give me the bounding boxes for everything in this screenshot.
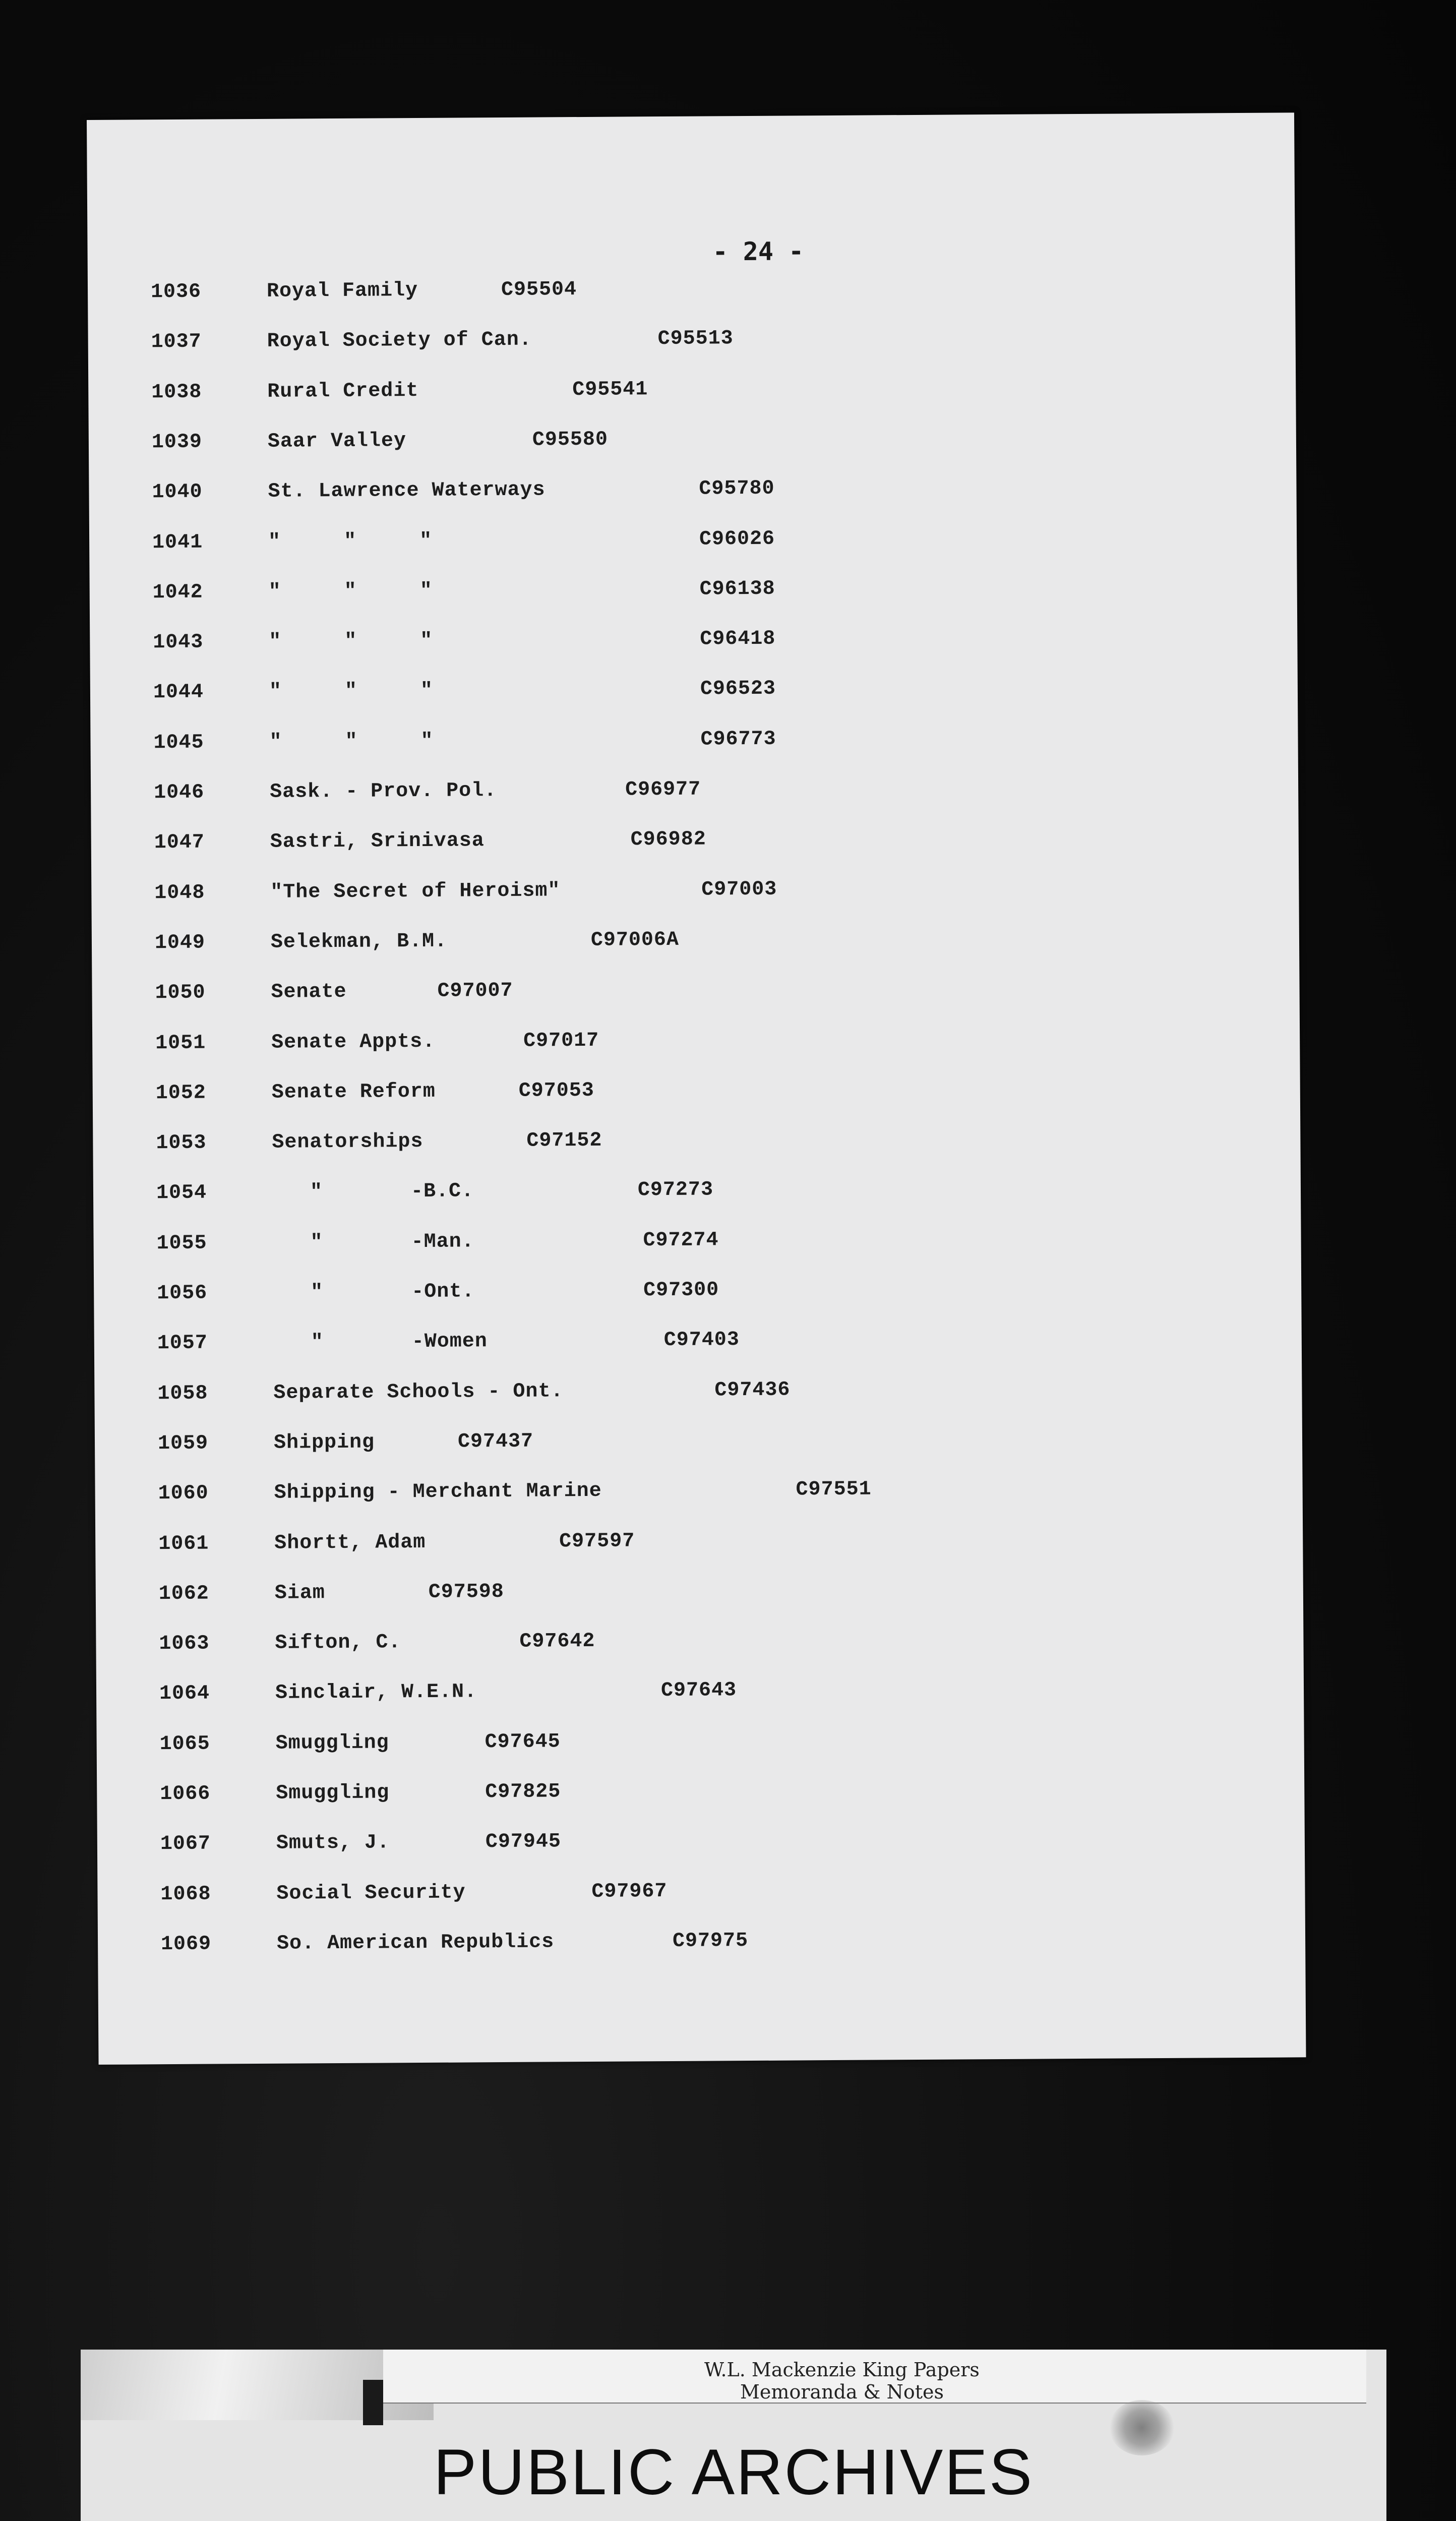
entry-number: 1059 xyxy=(157,1432,209,1456)
entry-subject: " " " xyxy=(269,730,434,754)
entry-row xyxy=(97,1779,803,1834)
entry-subject: Selekman, B.M. xyxy=(270,930,448,954)
entry-row xyxy=(90,628,796,683)
entry-number: 1048 xyxy=(154,881,205,905)
entry-number: 1057 xyxy=(157,1332,208,1355)
entry-subject: Social Security xyxy=(276,1881,466,1905)
entry-number: 1050 xyxy=(155,981,206,1005)
entry-number: 1041 xyxy=(152,531,203,554)
entry-subject: Separate Schools - Ont. xyxy=(273,1379,564,1405)
entry-subject: Sinclair, W.E.N. xyxy=(275,1680,477,1705)
entry-number: 1068 xyxy=(160,1883,211,1906)
entry-row xyxy=(90,728,797,783)
page-number: - 24 - xyxy=(712,236,804,267)
entry-reference: C95780 xyxy=(699,477,775,501)
document-page xyxy=(87,112,1306,2065)
entry-row xyxy=(94,1378,801,1433)
entry-reference: C97436 xyxy=(714,1378,791,1402)
entry-subject: Smuggling xyxy=(276,1781,390,1805)
entry-reference: C97437 xyxy=(457,1430,534,1454)
entry-row xyxy=(92,978,798,1033)
entry-number: 1043 xyxy=(153,631,204,654)
entry-reference: C97645 xyxy=(484,1730,561,1754)
entry-row xyxy=(88,327,795,382)
entry-number: 1040 xyxy=(152,481,203,504)
entry-row xyxy=(95,1529,802,1584)
entry-number: 1064 xyxy=(159,1682,210,1706)
entry-row xyxy=(90,577,796,632)
entry-subject: " " " xyxy=(268,579,433,604)
entry-row xyxy=(96,1629,802,1684)
entry-number: 1069 xyxy=(160,1933,212,1956)
entry-number: 1055 xyxy=(156,1232,207,1255)
entry-reference: C97007 xyxy=(437,980,513,1003)
entry-subject: Saar Valley xyxy=(267,430,407,453)
entry-row xyxy=(91,828,798,883)
entry-subject: Siam xyxy=(274,1581,326,1605)
entry-subject: St. Lawrence Waterways xyxy=(268,478,545,504)
entry-number: 1066 xyxy=(160,1782,211,1806)
entry-reference: C96138 xyxy=(699,577,775,601)
entry-reference: C97053 xyxy=(518,1079,594,1103)
entry-row xyxy=(93,1078,799,1133)
collection-line-2: Memoranda & Notes xyxy=(740,2381,944,2403)
entry-row xyxy=(97,1879,804,1934)
entry-number: 1058 xyxy=(157,1382,208,1405)
entry-number: 1044 xyxy=(153,681,204,704)
entry-subject: "The Secret of Heroism" xyxy=(270,879,561,904)
entry-number: 1046 xyxy=(154,781,205,805)
entry-row xyxy=(96,1579,802,1634)
entry-number: 1047 xyxy=(154,831,205,855)
entry-reference: C96026 xyxy=(699,527,775,551)
entry-row xyxy=(96,1679,803,1734)
entry-number: 1054 xyxy=(156,1181,207,1205)
entry-row xyxy=(94,1278,800,1333)
entry-reference: C97551 xyxy=(796,1478,872,1502)
entry-number: 1056 xyxy=(157,1282,208,1305)
entry-reference: C97017 xyxy=(523,1029,599,1053)
entry-reference: C97597 xyxy=(559,1529,635,1553)
entry-row xyxy=(94,1329,801,1384)
entry-number: 1062 xyxy=(158,1582,210,1605)
entry-subject: Shipping xyxy=(273,1431,375,1455)
entry-number: 1060 xyxy=(158,1482,209,1506)
entry-subject: Sastri, Srinivasa xyxy=(270,829,484,854)
entry-list xyxy=(87,112,1306,2065)
entry-row xyxy=(89,427,795,482)
entry-row xyxy=(91,777,797,832)
entry-subject: " " " xyxy=(269,629,433,653)
entry-reference: C95541 xyxy=(572,378,648,401)
entry-row xyxy=(89,527,796,582)
entry-row xyxy=(97,1729,803,1784)
entry-reference: C96982 xyxy=(630,828,706,852)
entry-row xyxy=(88,377,795,432)
entry-number: 1051 xyxy=(155,1032,206,1055)
entry-subject: Sifton, C. xyxy=(275,1631,401,1655)
entry-reference: C95504 xyxy=(501,278,577,302)
entry-number: 1063 xyxy=(159,1632,210,1656)
entry-reference: C97642 xyxy=(519,1630,595,1653)
clip-mark xyxy=(363,2380,383,2425)
entry-row xyxy=(93,1178,800,1233)
collection-name xyxy=(615,2359,1069,2403)
entry-row xyxy=(95,1428,801,1483)
entry-number: 1052 xyxy=(155,1082,206,1105)
entry-reference: C96418 xyxy=(700,627,776,651)
entry-reference: C95580 xyxy=(532,428,609,452)
entry-number: 1065 xyxy=(159,1732,210,1756)
entry-row xyxy=(93,1228,800,1283)
entry-row xyxy=(93,1128,799,1183)
entry-reference: C97152 xyxy=(526,1129,602,1153)
entry-subject: " -Women xyxy=(273,1330,488,1355)
entry-reference: C97825 xyxy=(485,1780,561,1804)
entry-subject: Senatorships xyxy=(272,1130,423,1154)
entry-row xyxy=(98,1929,804,1984)
entry-subject: " -Ont. xyxy=(273,1280,475,1304)
entry-subject: " -Man. xyxy=(272,1230,474,1254)
entry-reference: C97003 xyxy=(701,878,777,902)
entry-reference: C97273 xyxy=(637,1178,714,1202)
entry-subject: Smuts, J. xyxy=(276,1831,390,1855)
entry-subject: Senate Reform xyxy=(271,1080,436,1104)
entry-subject: Shipping - Merchant Marine xyxy=(274,1479,602,1505)
entry-subject: Royal Society of Can. xyxy=(267,328,532,353)
entry-reference: C97945 xyxy=(485,1830,562,1854)
entry-number: 1061 xyxy=(158,1532,209,1555)
entry-number: 1053 xyxy=(156,1131,207,1155)
entry-number: 1042 xyxy=(152,581,203,605)
entry-subject: Royal Family xyxy=(266,279,418,303)
entry-reference: C97975 xyxy=(672,1929,749,1953)
archive-title-en: PUBLIC ARCHIVES xyxy=(433,2436,1034,2508)
entry-subject: Shortt, Adam xyxy=(274,1531,426,1555)
entry-row xyxy=(92,928,798,983)
entry-subject: Senate xyxy=(271,981,347,1004)
entry-reference: C97403 xyxy=(663,1329,740,1352)
entry-number: 1045 xyxy=(153,731,204,754)
entry-reference: C97300 xyxy=(643,1279,719,1302)
entry-number: 1039 xyxy=(151,431,203,454)
entry-reference: C96977 xyxy=(625,778,701,802)
entry-reference: C95513 xyxy=(657,327,734,351)
entry-number: 1037 xyxy=(151,330,202,354)
entry-row xyxy=(95,1478,872,1534)
entry-row xyxy=(92,1028,799,1083)
entry-subject: Smuggling xyxy=(275,1731,389,1755)
entry-row xyxy=(88,277,794,332)
entry-reference: C96523 xyxy=(700,678,776,701)
entry-subject: Sask. - Prov. Pol. xyxy=(270,779,497,804)
entry-subject: " " " xyxy=(269,680,434,704)
entry-subject: " " " xyxy=(268,529,433,554)
entry-number: 1049 xyxy=(154,931,206,955)
entry-row xyxy=(91,878,798,933)
entry-row xyxy=(89,477,795,532)
entry-reference: C97643 xyxy=(660,1679,737,1703)
entry-row xyxy=(97,1829,804,1884)
collection-line-1: W.L. Mackenzie King Papers xyxy=(704,2359,980,2381)
entry-subject: So. American Republics xyxy=(276,1931,555,1955)
entry-number: 1038 xyxy=(151,381,202,404)
entry-reference: C97006A xyxy=(590,928,680,952)
entry-number: 1067 xyxy=(160,1832,211,1856)
entry-subject: Rural Credit xyxy=(267,379,419,403)
entry-row xyxy=(90,678,797,733)
entry-subject: " -B.C. xyxy=(272,1180,474,1205)
entry-reference: C97274 xyxy=(643,1229,719,1252)
entry-reference: C97967 xyxy=(591,1880,668,1903)
entry-reference: C96773 xyxy=(700,728,776,751)
entry-subject: Senate Appts. xyxy=(271,1030,436,1054)
archive-card xyxy=(81,2350,1386,2521)
entry-reference: C97598 xyxy=(428,1580,505,1604)
entry-number: 1036 xyxy=(150,280,202,304)
